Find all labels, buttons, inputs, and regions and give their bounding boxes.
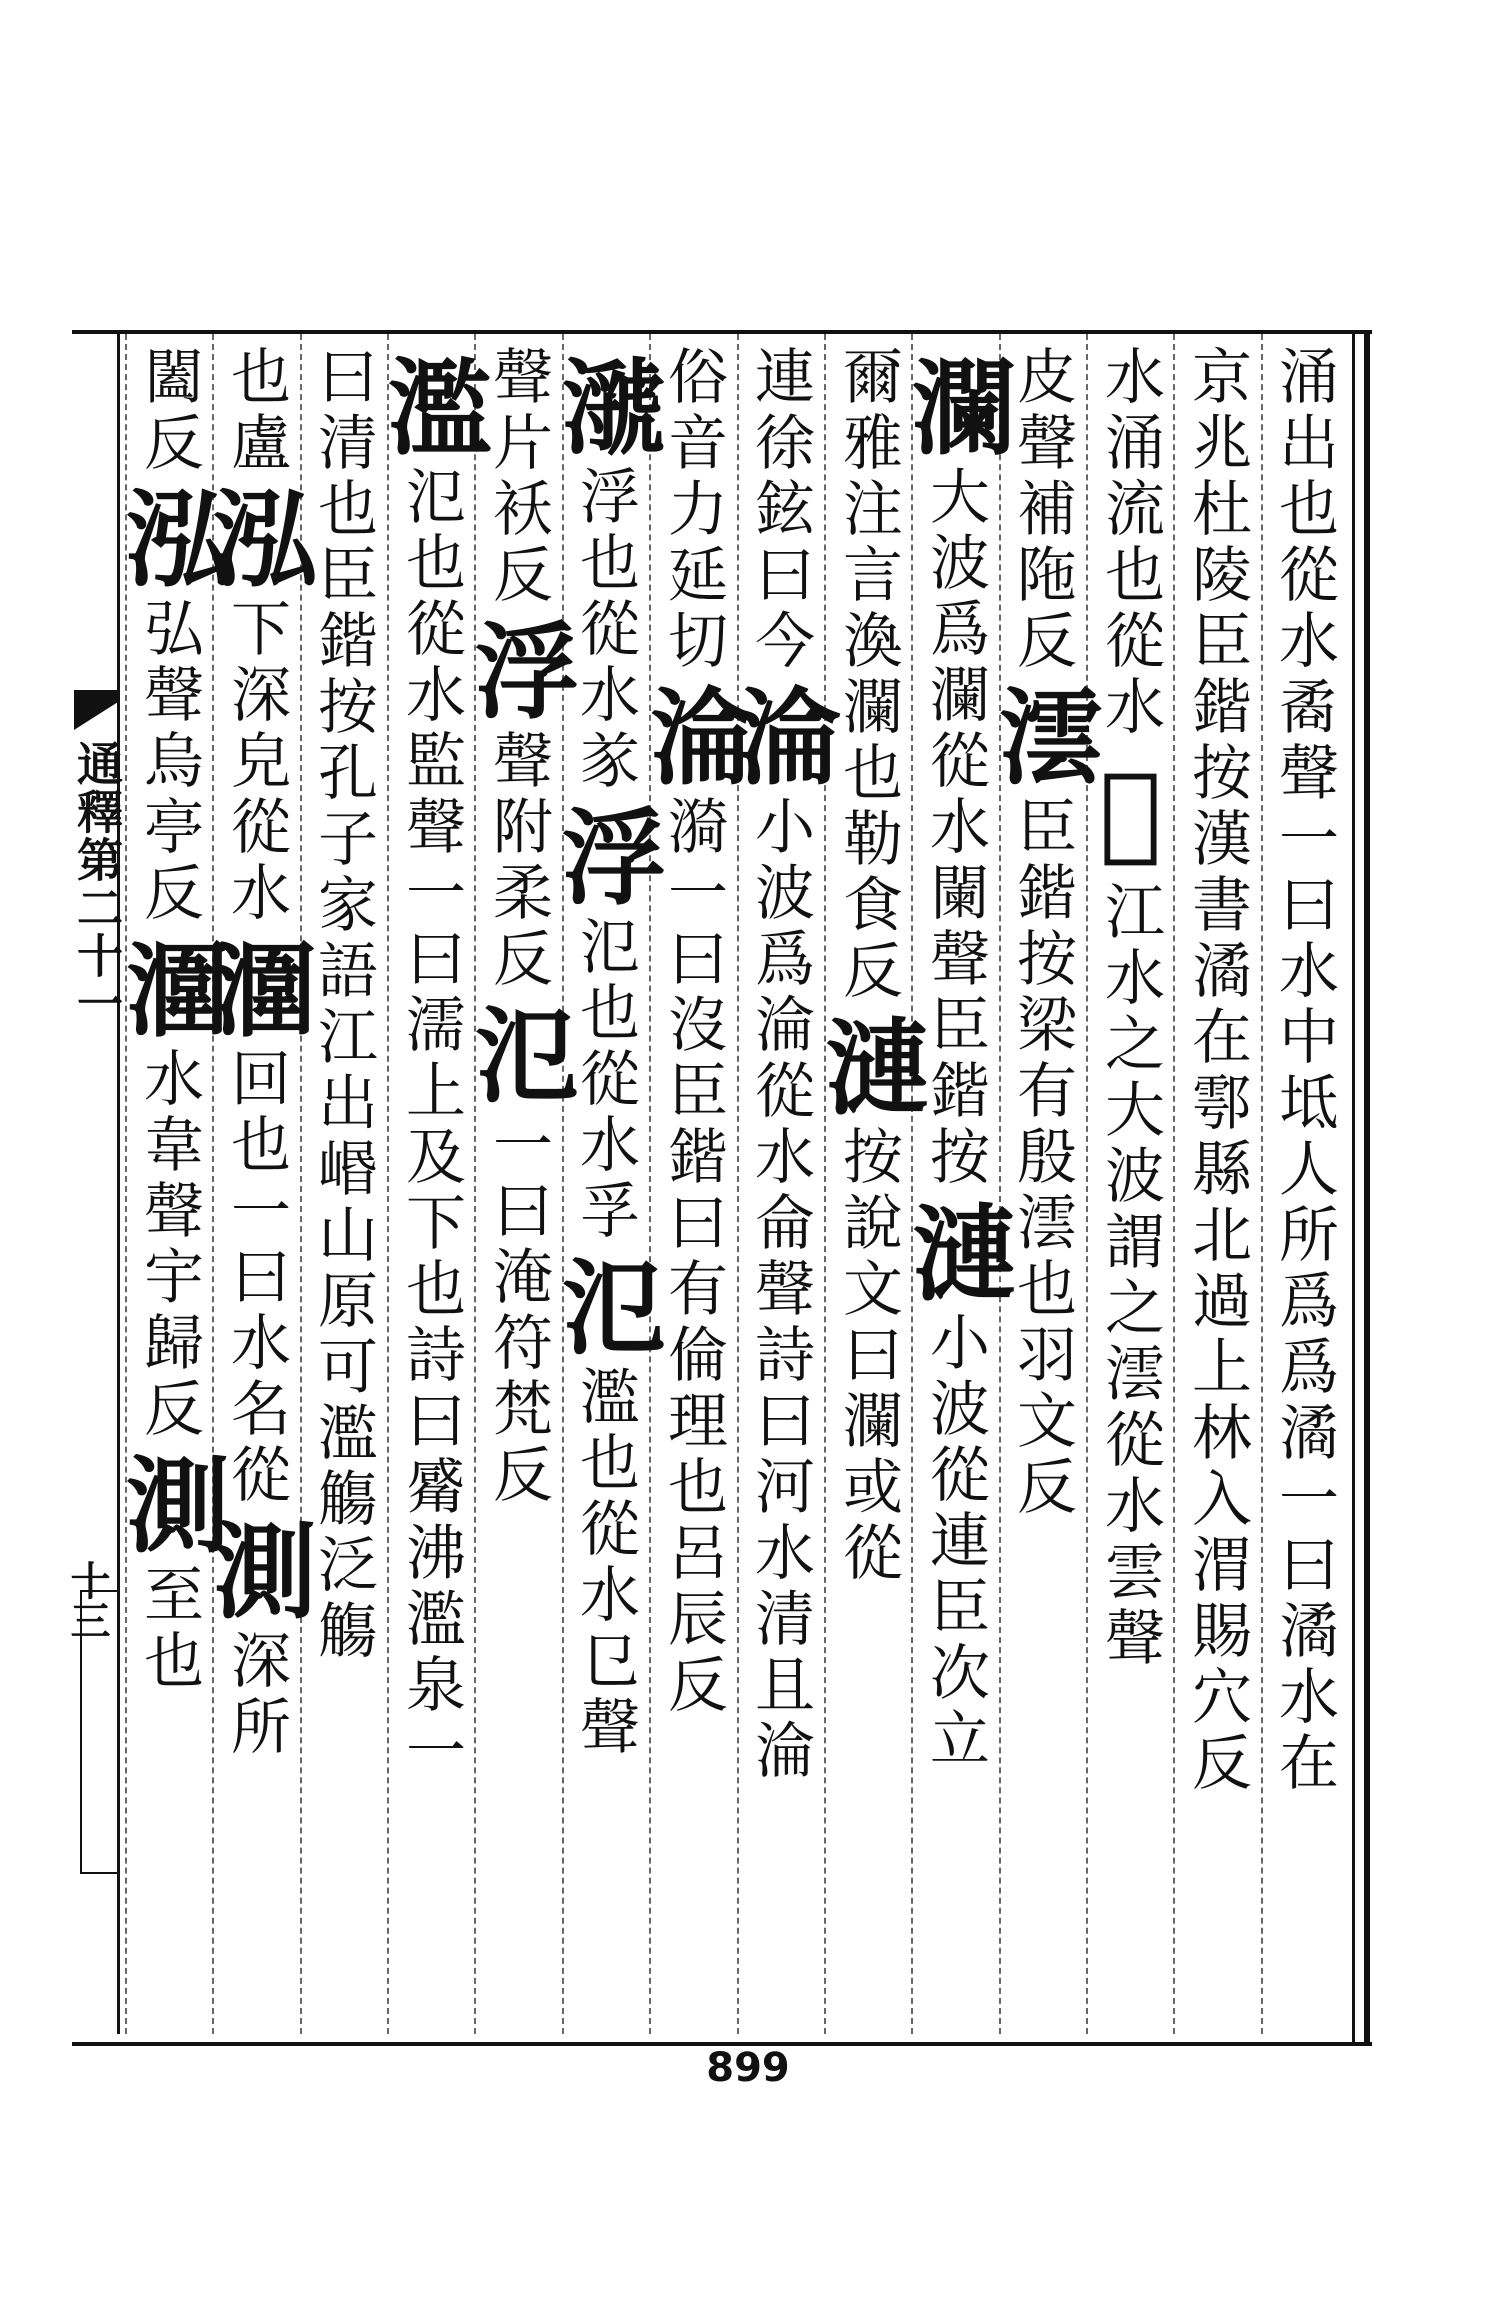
seal-script-head-character: 㶁 (544, 353, 667, 457)
text-column (1184, 345, 1250, 2035)
column-text: 曰清也臣鍇按孔子家語江出㟭山原可濫觴泛觴 (308, 345, 378, 1665)
frame-right-border (1352, 330, 1370, 2042)
column-divider (1173, 334, 1175, 2034)
column-divider (911, 334, 913, 2034)
text-column (310, 345, 376, 2035)
seal-script-head-character: 測 (195, 1517, 318, 1621)
text-column (370, 345, 493, 2035)
column-text: 下深皃從水 (221, 597, 291, 927)
seal-script-head-character: 泓 (108, 485, 231, 589)
banxin-title: 通釋第二十一 (70, 740, 124, 1028)
column-text: 濫也從水㔾聲 (570, 1365, 640, 1761)
column-text: 聲附柔反 (483, 729, 553, 993)
column-text: 至也 (134, 1563, 204, 1695)
seal-script-head-character: 潿 (195, 935, 318, 1039)
text-column (719, 345, 842, 2035)
column-text: 連徐鉉曰今 (745, 345, 815, 675)
column-text: 臣鍇按梁有殷澐也羽文反 (1007, 795, 1077, 1521)
column-text: 回也一曰水名從 (221, 1047, 291, 1509)
column-text: 氾也從水監聲一曰濡上及下也詩曰觱沸濫泉一 (396, 465, 466, 1785)
column-text: 浮也從水㒸 (570, 465, 640, 795)
seal-script-head-character: 瀾 (894, 353, 1017, 457)
column-divider (212, 334, 214, 2034)
column-text: 按說文曰瀾或從 (833, 1125, 903, 1587)
text-column (544, 345, 667, 2035)
column-text: 小波從連臣次立 (920, 1311, 990, 1773)
seal-script-head-character: 測 (108, 1451, 231, 1555)
column-text: 也盧 (221, 345, 291, 477)
column-divider (1261, 334, 1263, 2034)
seal-script-head-character: 氾 (544, 1253, 667, 1357)
column-divider (474, 334, 476, 2034)
column-text: 弘聲烏亭反 (134, 597, 204, 927)
column-text: 京兆杜陵臣鍇按漢書潏在鄠縣北過上林入渭賜穴反 (1182, 345, 1252, 1797)
text-column (1271, 345, 1337, 2035)
seal-script-head-character: 漣 (894, 1199, 1017, 1303)
seal-script-head-character: 漣 (807, 1013, 930, 1117)
text-column (807, 345, 930, 2035)
text-column (981, 345, 1104, 2035)
column-divider (125, 334, 127, 2034)
seal-script-head-character: 淪 (719, 683, 842, 787)
text-column (108, 345, 231, 2035)
seal-script-head-character: 氾 (457, 1001, 580, 1105)
column-divider (999, 334, 1001, 2034)
banxin-page-small: 十三 (64, 1560, 111, 1640)
column-text: 涌出也從水矞聲一曰水中坻人所爲爲潏一曰潏水在 (1269, 345, 1339, 1797)
column-divider (300, 334, 302, 2034)
text-column (457, 345, 580, 2035)
column-divider (649, 334, 651, 2034)
column-text: 俗音力延切 (658, 345, 728, 675)
column-divider (737, 334, 739, 2034)
column-text: 水涌流也從水 (1095, 345, 1165, 741)
column-text: 聲片袄反 (483, 345, 553, 609)
column-text: 深所 (221, 1629, 291, 1761)
text-column (1069, 345, 1192, 2035)
column-divider (387, 334, 389, 2034)
seal-script-head-character: 浮 (457, 617, 580, 721)
seal-script-head-character: 澐 (981, 683, 1104, 787)
column-text: 水韋聲宇歸反 (134, 1047, 204, 1443)
column-divider (562, 334, 564, 2034)
column-text: 大波爲瀾從水闌聲臣鍇按 (920, 465, 990, 1191)
column-text: 江水之大波謂之澐從水雲聲 (1095, 880, 1165, 1672)
column-text: 闔反 (134, 345, 204, 477)
column-divider (1086, 334, 1088, 2034)
text-column (195, 345, 318, 2035)
seal-script-head-character: 泓 (195, 485, 318, 589)
column-divider (824, 334, 826, 2034)
column-text: 皮聲補陁反 (1007, 345, 1077, 675)
seal-script-head-character: 潿 (108, 935, 231, 1039)
seal-script-head-character: 淪 (632, 683, 755, 787)
column-text: 漪一曰沒臣鍇曰有倫理也呂辰反 (658, 795, 728, 1719)
seal-script-head-character: 濫 (370, 353, 493, 457)
seal-script-head-character: 𣳚 (1069, 749, 1192, 872)
seal-script-head-character: 浮 (544, 803, 667, 907)
column-text: 小波爲淪從水侖聲詩曰河水清且淪 (745, 795, 815, 1785)
column-text: 爾雅注言渙瀾也勒食反 (833, 345, 903, 1005)
text-column (632, 345, 755, 2035)
text-column (894, 345, 1017, 2035)
page-number: 899 (706, 2045, 790, 2091)
column-text: 一曰淹符梵反 (483, 1113, 553, 1509)
column-text: 氾也從水孚 (570, 915, 640, 1245)
